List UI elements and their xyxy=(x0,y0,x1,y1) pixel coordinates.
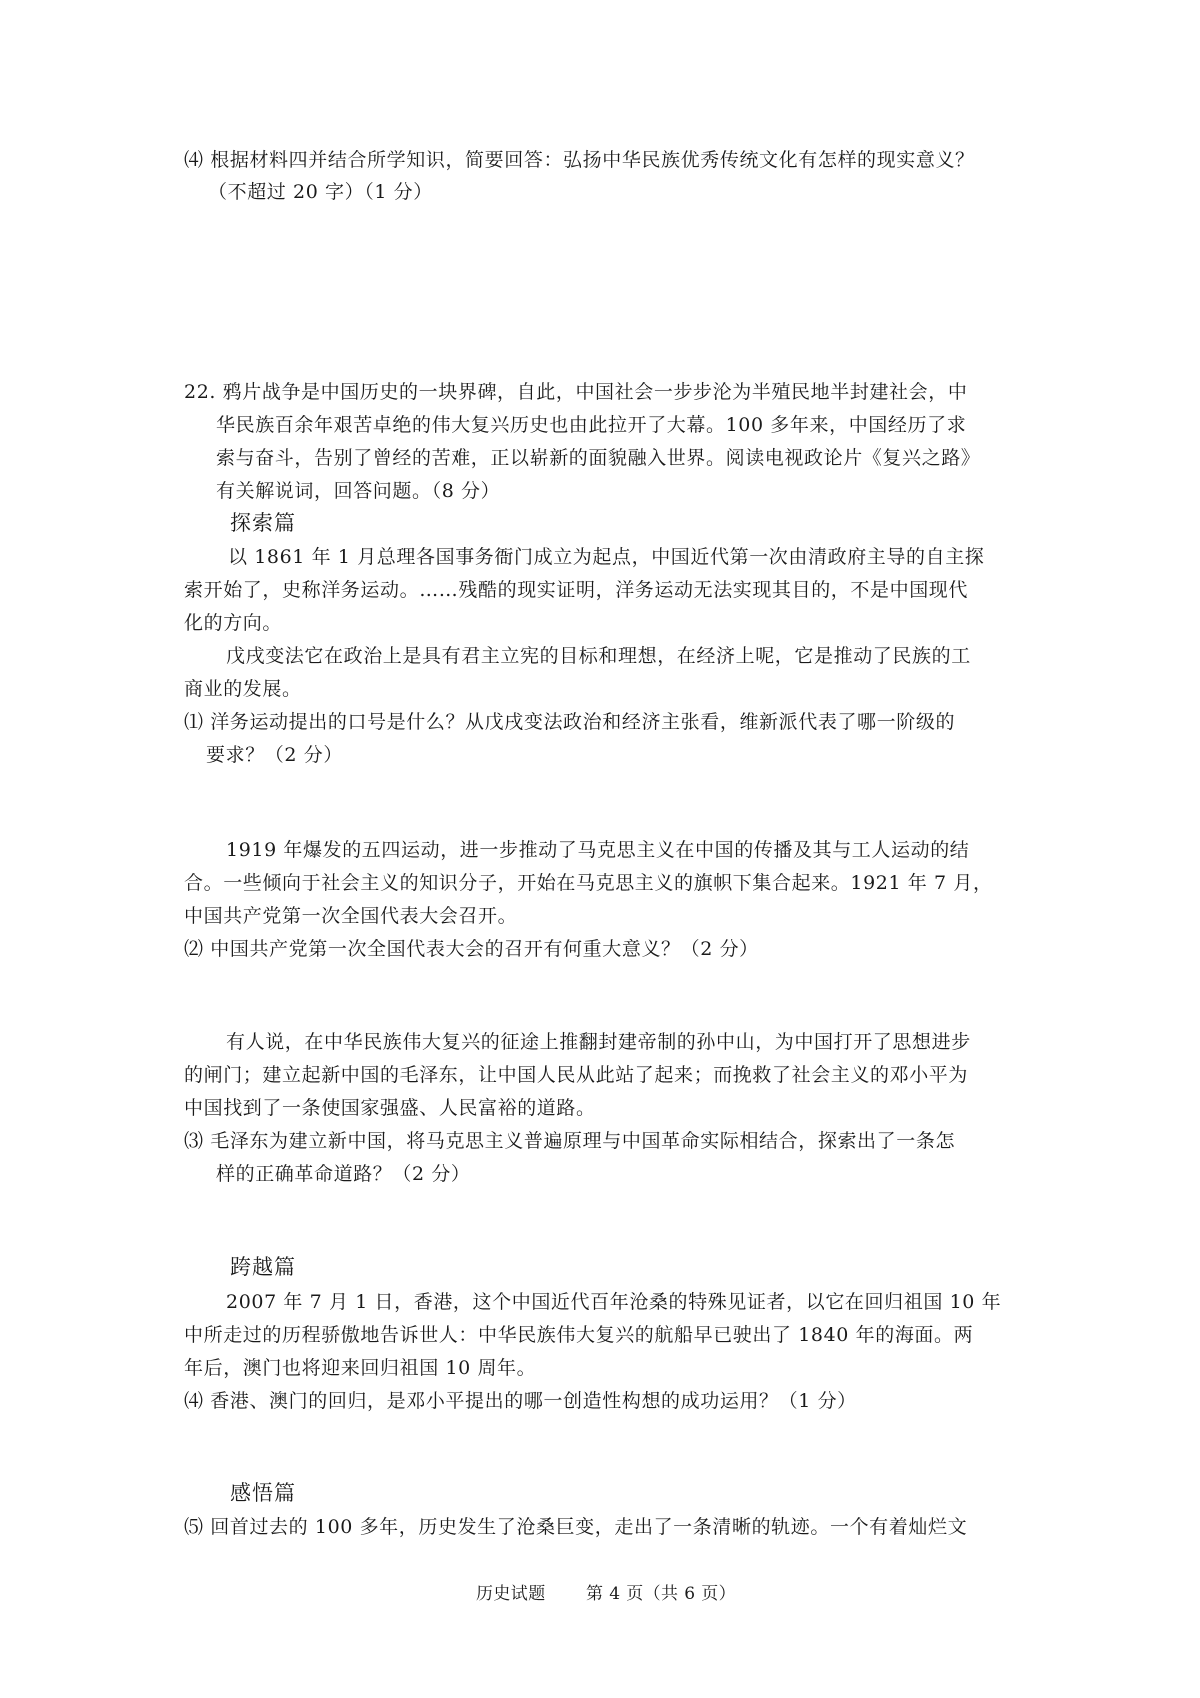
para1-line-1: 以 1861 年 1 月总理各国事务衙门成立为起点，中国近代第一次由清政府主导的自主探 xyxy=(228,546,985,568)
sub-question-1-line-1: ⑴ 洋务运动提出的口号是什么？从戊戌变法政治和经济主张看，维新派代表了哪一阶级的 xyxy=(184,711,956,733)
sub-question-3-line-2: 样的正确革命道路？（2 分） xyxy=(216,1163,471,1185)
footer-page-number: 第 4 页（共 6 页） xyxy=(586,1584,737,1604)
footer-subject: 历史试题 xyxy=(476,1584,546,1604)
q21-4-question-line-1: ⑷ 根据材料四并结合所学知识，简要回答：弘扬中华民族优秀传统文化有怎样的现实意义？ xyxy=(184,149,975,171)
section-title-leap: 跨越篇 xyxy=(230,1255,296,1279)
para3-line-3: 中国共产党第一次全国代表大会召开。 xyxy=(184,905,518,927)
para1-line-2: 索开始了，史称洋务运动。……残酷的现实证明，洋务运动无法实现其目的，不是中国现代 xyxy=(184,579,969,601)
q21-4-question-line-2: （不超过 20 字）（1 分） xyxy=(208,181,433,203)
sub-question-4: ⑷ 香港、澳门的回归，是邓小平提出的哪一创造性构想的成功运用？（1 分） xyxy=(184,1390,857,1412)
q22-intro-line-4: 有关解说词，回答问题。（8 分） xyxy=(216,480,501,502)
para2-line-2: 商业的发展。 xyxy=(184,678,302,700)
para5-line-2: 中所走过的历程骄傲地告诉世人：中华民族伟大复兴的航船早已驶出了 1840 年的海面。两 xyxy=(184,1324,974,1346)
q22-intro-line-3: 索与奋斗，告别了曾经的苦难，正以崭新的面貌融入世界。阅读电视政论片《复兴之路》 xyxy=(216,447,981,469)
section-title-exploration: 探索篇 xyxy=(230,511,296,535)
section-title-reflection: 感悟篇 xyxy=(230,1481,296,1505)
para3-line-2: 合。一些倾向于社会主义的知识分子，开始在马克思主义的旗帜下集合起来。1921 年 7 月， xyxy=(184,872,993,894)
para3-line-1: 1919 年爆发的五四运动，进一步推动了马克思主义在中国的传播及其与工人运动的结 xyxy=(226,839,970,861)
para4-line-1: 有人说，在中华民族伟大复兴的征途上推翻封建帝制的孙中山，为中国打开了思想进步 xyxy=(226,1031,971,1053)
q22-intro-line-1: 22. 鸦片战争是中国历史的一块界碑，自此，中国社会一步步沦为半殖民地半封建社会，中 xyxy=(184,381,968,403)
sub-question-1-line-2: 要求？（2 分） xyxy=(206,744,343,766)
para4-line-2: 的闸门；建立起新中国的毛泽东，让中国人民从此站了起来；而挽救了社会主义的邓小平为 xyxy=(184,1064,969,1086)
para1-line-3: 化的方向。 xyxy=(184,612,283,634)
sub-question-3-line-1: ⑶ 毛泽东为建立新中国，将马克思主义普遍原理与中国革命实际相结合，探索出了一条怎 xyxy=(184,1130,956,1152)
para5-line-1: 2007 年 7 月 1 日，香港，这个中国近代百年沧桑的特殊见证者，以它在回归祖国 10 年 xyxy=(226,1291,1002,1313)
para5-line-3: 年后，澳门也将迎来回归祖国 10 周年。 xyxy=(184,1357,537,1379)
sub-question-2: ⑵ 中国共产党第一次全国代表大会的召开有何重大意义？（2 分） xyxy=(184,938,759,960)
sub-question-5-line-1: ⑸ 回首过去的 100 多年，历史发生了沧桑巨变，走出了一条清晰的轨迹。一个有着灿烂文 xyxy=(184,1516,968,1538)
q22-intro-line-2: 华民族百余年艰苦卓绝的伟大复兴历史也由此拉开了大幕。100 多年来，中国经历了求 xyxy=(216,414,967,436)
para4-line-3: 中国找到了一条使国家强盛、人民富裕的道路。 xyxy=(184,1097,596,1119)
para2-line-1: 戊戌变法它在政治上是具有君主立宪的目标和理想，在经济上呢，它是推动了民族的工 xyxy=(226,645,971,667)
